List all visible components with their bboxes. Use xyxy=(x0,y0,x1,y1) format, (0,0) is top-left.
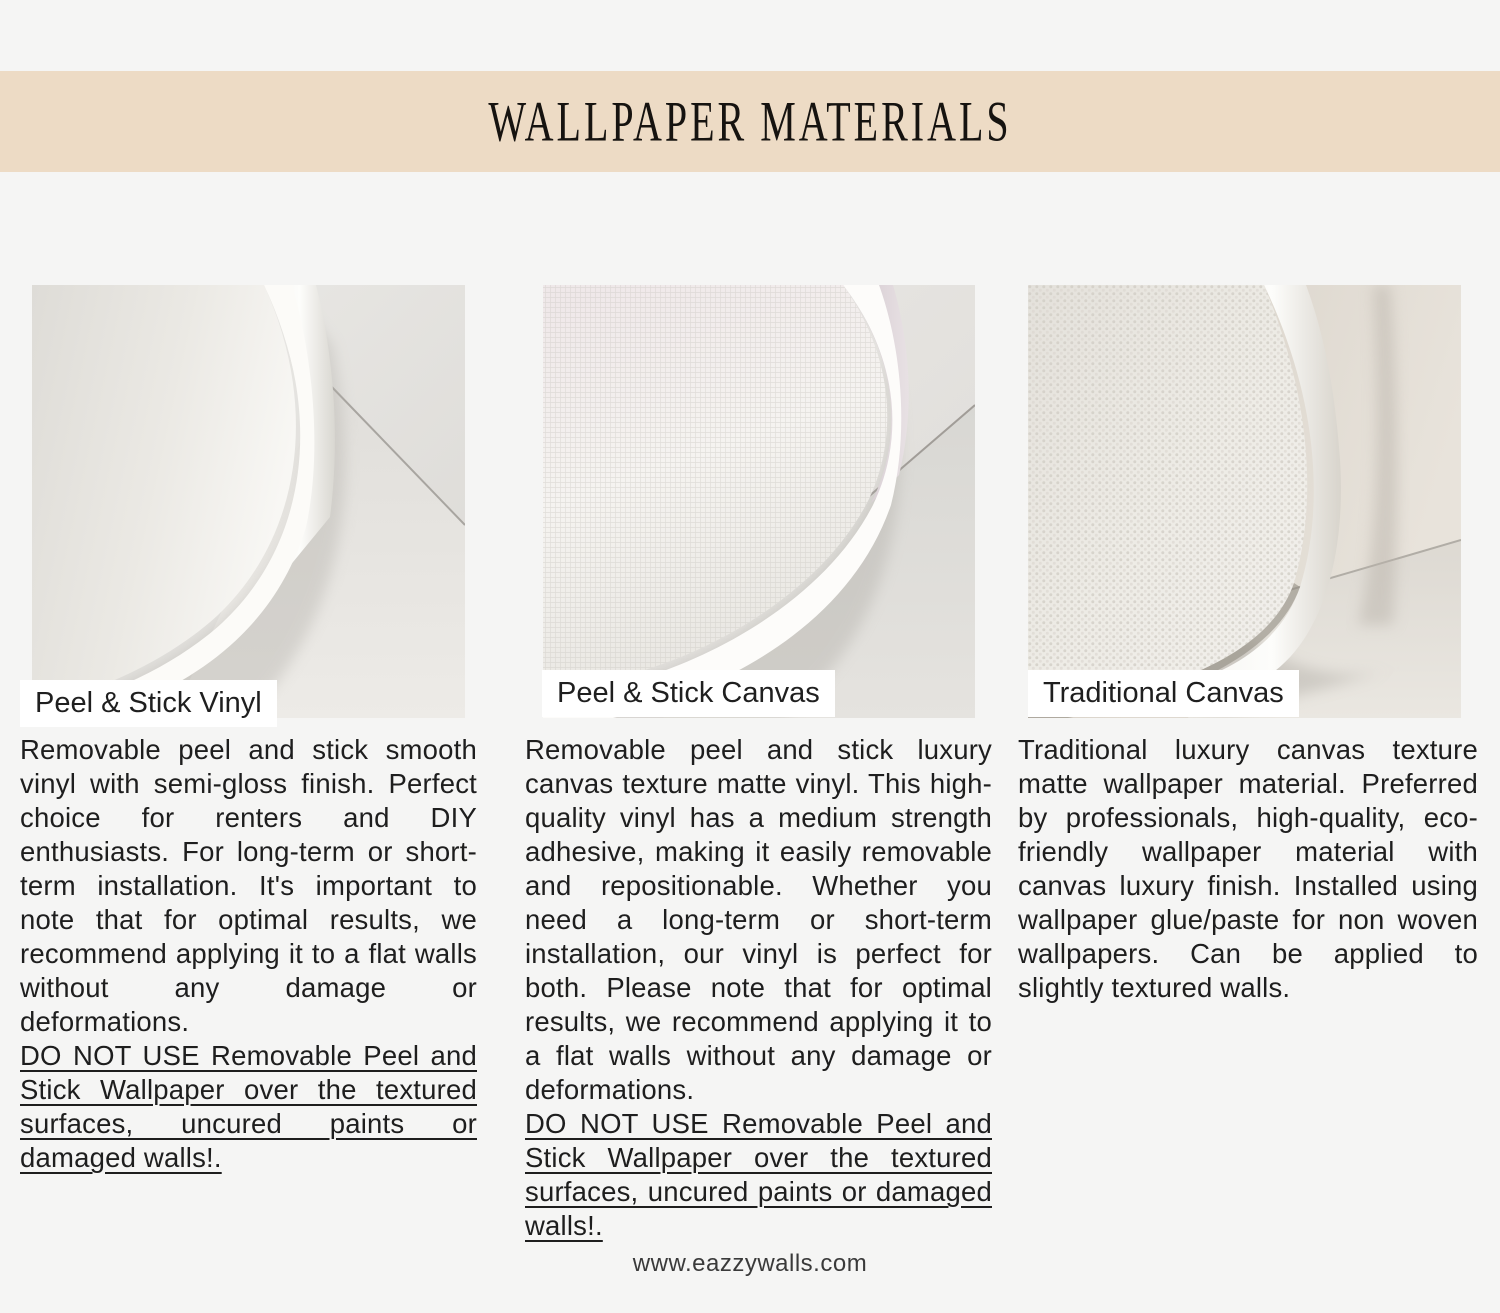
banner xyxy=(0,71,1500,172)
material-label: Peel & Stick Vinyl xyxy=(20,680,277,727)
peel-stick-canvas-sample-image xyxy=(543,285,975,718)
page-title: WALLPAPER MATERIALS xyxy=(488,89,1012,154)
material-warning: DO NOT USE Removable Peel and Stick Wallpaper over the textured surfaces, uncured paints or damaged walls!. xyxy=(20,1040,477,1173)
peel-stick-vinyl-sample-image xyxy=(32,285,465,718)
material-card-traditional-canvas xyxy=(1018,285,1478,1185)
website-url: www.eazzywalls.com xyxy=(632,1250,868,1277)
material-card-peel-stick-vinyl xyxy=(20,285,477,1185)
material-card-peel-stick-canvas xyxy=(525,285,992,1241)
material-description: Removable peel and stick luxury canvas texture matte vinyl. This high-quality vinyl has a medium strength adhesive, making it easily removable and repositionable. Whether you need a long-term or short-term installation, our vinyl is perfect for both. Please note that for optimal results, we recommend applying it to a flat walls without any damage or deformations. xyxy=(525,734,992,1105)
material-label: Traditional Canvas xyxy=(1028,670,1299,717)
material-label: Peel & Stick Canvas xyxy=(542,670,835,717)
material-text xyxy=(20,733,477,1175)
material-text xyxy=(525,733,992,1243)
traditional-canvas-sample-image xyxy=(1028,285,1461,718)
material-description: Traditional luxury canvas texture matte wallpaper material. Preferred by professionals, high-quality, eco-friendly wallpaper material with canvas luxury finish. Installed using wallpaper glue/paste for non woven wallpapers. Can be applied to slightly textured walls. xyxy=(1018,734,1478,1003)
material-warning: DO NOT USE Removable Peel and Stick Wallpaper over the textured surfaces, uncured paints or damaged walls!. xyxy=(525,1108,992,1241)
footer xyxy=(0,1250,1500,1278)
material-description: Removable peel and stick smooth vinyl with semi-gloss finish. Perfect choice for renters and DIY enthusiasts. For long-term or short-term installation. It's important to note that for optimal results, we recommend applying it to a flat walls without any damage or deformations. xyxy=(20,734,477,1037)
material-text xyxy=(1018,733,1478,1005)
